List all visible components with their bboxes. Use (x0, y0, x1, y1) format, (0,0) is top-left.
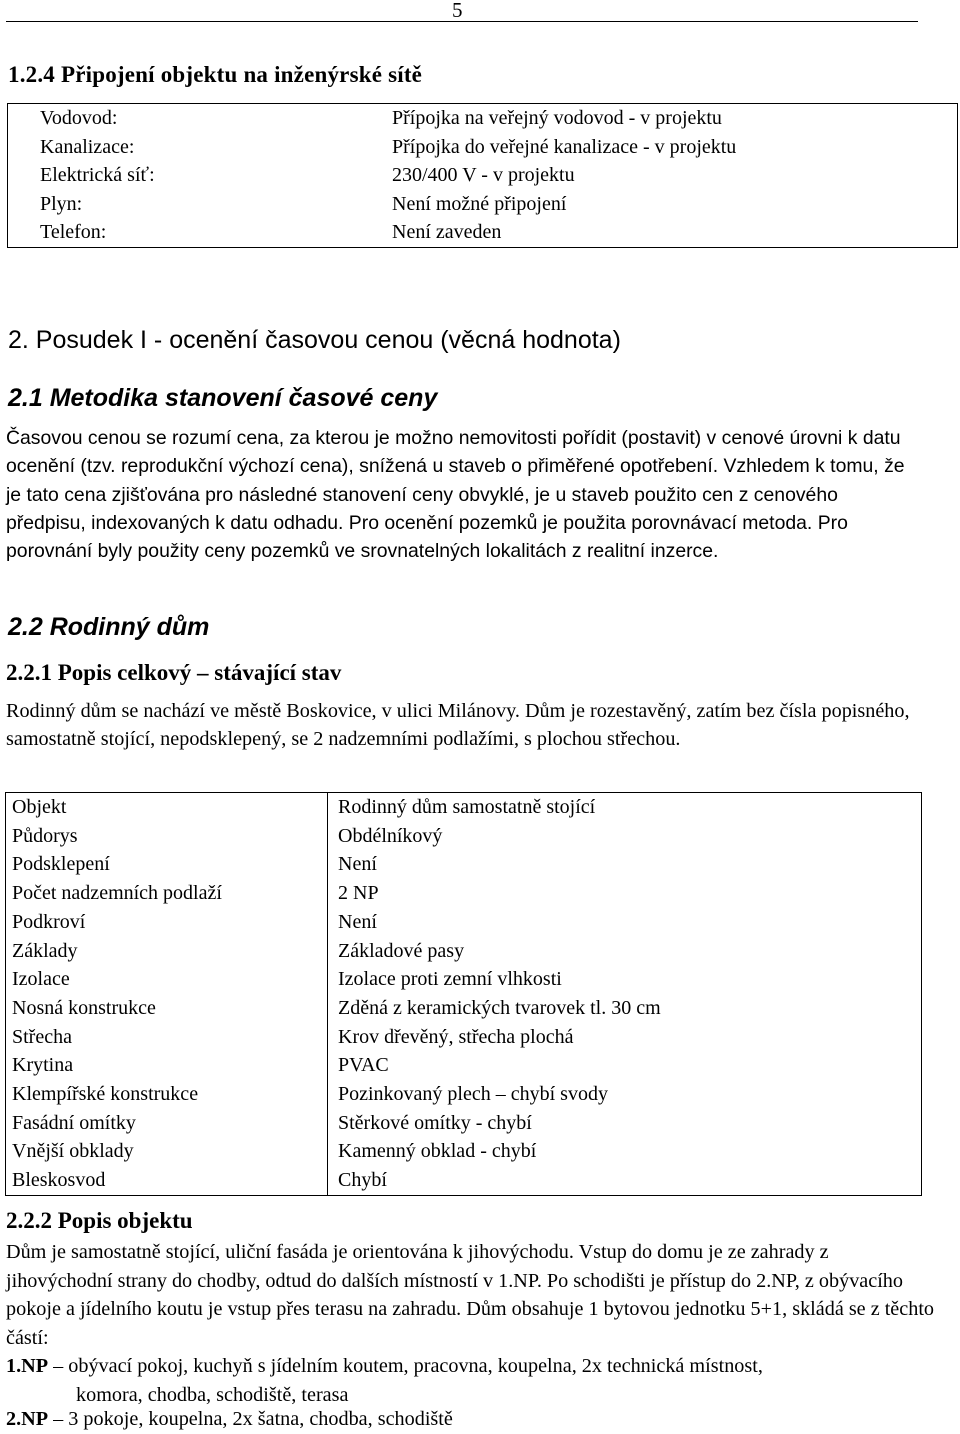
attribute-value: Izolace proti zemní vlhkosti (338, 968, 562, 991)
table-row (6, 879, 922, 908)
attribute-label: Počet nadzemních podlaží (6, 879, 328, 908)
attribute-value: Obdélníkový (338, 824, 443, 847)
object-description-text: Dům je samostatně stojící, uliční fasáda je orientována k jihovýchodu. Vstup do domu je ze zahrady z jihovýchodní strany do chodby, odtud do dalších místností v 1.NP. Po schodišti je přístup do 2.NP, z obývacího pokoje a jídelního koutu je vstup přes terasu na zahradu. Dům obsahuje 1 bytovou jednotku 5+1, skládá se z těchto částí: (6, 1241, 935, 1349)
utility-value: Přípojka na veřejný vodovod - v projektu (392, 107, 722, 129)
utility-label: Plyn: (40, 192, 83, 215)
table-row (6, 1023, 922, 1052)
attribute-label: Vnější obklady (6, 1137, 328, 1166)
page-number: 5 (452, 0, 463, 22)
attribute-label: Podkroví (6, 908, 328, 937)
header-rule (6, 21, 918, 22)
attribute-value: Zděná z keramických tvarovek tl. 30 cm (338, 996, 661, 1019)
floor-2-rooms: – 3 pokoje, koupelna, 2x šatna, chodba, schodiště (48, 1408, 453, 1430)
attribute-value: 2 NP (338, 882, 379, 905)
floor-1-label: 1.NP (6, 1355, 49, 1377)
table-row (6, 1137, 922, 1166)
heading-connections: 1.2.4 Připojení objektu na inženýrské sítě (8, 62, 423, 87)
attribute-label: Půdorys (6, 822, 328, 851)
table-row (6, 1109, 922, 1138)
house-description-table (5, 792, 922, 1196)
heading-valuation: 2. Posudek I - ocenění časovou cenou (věcná hodnota) (8, 326, 621, 354)
floor-1-rooms: – obývací pokoj, kuchyň s jídelním koutem, pracovna, koupelna, 2x technická místnost, (48, 1355, 763, 1377)
attribute-label: Krytina (6, 1051, 328, 1080)
heading-object-description: 2.2.2 Popis objektu (6, 1208, 193, 1233)
attribute-label: Podsklepení (6, 850, 328, 879)
utility-value: 230/400 V - v projektu (392, 164, 575, 187)
table-row (6, 1166, 922, 1195)
attribute-value: Není (338, 853, 377, 876)
attribute-label: Střecha (6, 1023, 328, 1052)
attribute-value: Rodinný dům samostatně stojící (338, 796, 596, 818)
table-row (8, 161, 958, 190)
attribute-value: Kamenný obklad - chybí (338, 1140, 537, 1163)
attribute-label: Izolace (6, 965, 328, 994)
table-row (8, 104, 958, 133)
floor-1-description (6, 1352, 936, 1409)
attribute-value: Chybí (338, 1169, 387, 1192)
attribute-label: Fasádní omítky (6, 1109, 328, 1138)
utility-value: Přípojka do veřejné kanalizace - v projektu (392, 135, 737, 158)
heading-methodology: 2.1 Metodika stanovení časové ceny (8, 384, 438, 412)
table-row (6, 850, 922, 879)
utility-label: Telefon: (40, 221, 107, 244)
floor-2-label: 2.NP (6, 1408, 49, 1430)
table-row (6, 1051, 922, 1080)
attribute-label: Bleskosvod (6, 1166, 328, 1195)
attribute-label: Objekt (6, 793, 328, 822)
table-row (6, 937, 922, 966)
attribute-value: Pozinkovaný plech – chybí svody (338, 1083, 608, 1106)
utility-label: Vodovod: (40, 107, 118, 129)
table-row (8, 190, 958, 219)
attribute-label: Nosná konstrukce (6, 994, 328, 1023)
methodology-text: Časovou cenou se rozumí cena, za kterou je možno nemovitosti pořídit (postavit) v cenové úrovni k datu ocenění (tzv. reprodukční výchozí cena), snížená u staveb o přiměřené opotřebení. Vzhledem k tomu, že je tato cena zjišťována pro následné stanovení ceny obvyklé, je u staveb použito cen z cenového předpisu, indexovaných k datu odhadu. Pro ocenění pozemků je použita porovnávací metoda. Pro porovnání byly použity ceny pozemků ve srovnatelných lokalitách z realitní inzerce. (6, 427, 905, 563)
table-row (8, 218, 958, 247)
heading-house: 2.2 Rodinný dům (8, 613, 210, 641)
attribute-value: Není (338, 910, 377, 933)
attribute-label: Klempířské konstrukce (6, 1080, 328, 1109)
utility-value: Není možné připojení (392, 192, 567, 215)
table-row (6, 1080, 922, 1109)
utility-value: Není zaveden (392, 221, 502, 244)
heading-overall-description: 2.2.1 Popis celkový – stávající stav (6, 660, 342, 685)
utility-label: Elektrická síť: (40, 164, 155, 187)
floor-1-rooms-continued: komora, chodba, schodiště, terasa (76, 1383, 349, 1406)
attribute-value: Krov dřevěný, střecha plochá (338, 1025, 574, 1048)
attribute-value: PVAC (338, 1054, 389, 1077)
table-row (6, 793, 922, 822)
attribute-label: Základy (6, 937, 328, 966)
utilities-table (7, 103, 958, 248)
table-row (6, 822, 922, 851)
attribute-value: Základové pasy (338, 939, 465, 962)
overall-description-text: Rodinný dům se nachází ve městě Boskovice, v ulici Milánovy. Dům je rozestavěný, zatím bez čísla popisného, samostatně stojící, nepodsklepený, se 2 nadzemními podlažími, s plochou střechou. (6, 700, 910, 751)
table-row (6, 908, 922, 937)
floor-2-description (6, 1405, 936, 1434)
table-row (6, 994, 922, 1023)
attribute-value: Stěrkové omítky - chybí (338, 1111, 532, 1134)
table-row (8, 133, 958, 162)
utility-label: Kanalizace: (40, 135, 135, 158)
table-row (6, 965, 922, 994)
